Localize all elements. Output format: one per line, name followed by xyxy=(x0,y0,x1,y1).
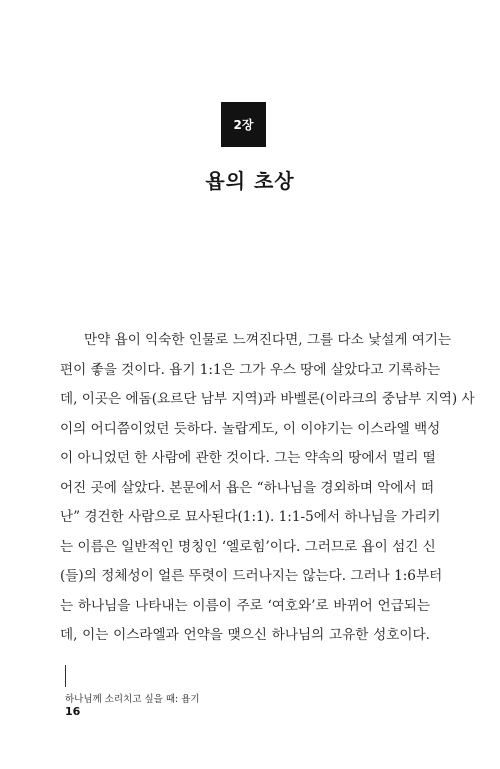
body-line: 는 하나님을 나타내는 이름이 주로 ‘여호와’로 바뀌어 언급되는 xyxy=(60,597,430,614)
body-line: 어진 곳에 살았다. 본문에서 욥은 “하나님을 경외하며 악에서 떠 xyxy=(60,479,435,496)
body-line: 편이 좋을 것이다. 욥기 1:1은 그가 우스 땅에 살았다고 기록하는 xyxy=(60,361,441,378)
chapter-number: 2장 xyxy=(233,118,254,132)
body-paragraph xyxy=(60,330,475,655)
body-line: 데, 이곳은 에돔(요르단 남부 지역)과 바벨론(이라크의 중남부 지역) 사 xyxy=(60,391,475,407)
body-line: 이의 어디쯤이었던 듯하다. 놀랍게도, 이 이야기는 이스라엘 백성 xyxy=(60,420,441,437)
body-line: (들)의 정체성이 얼른 뚜렷이 드러나지는 않는다. 그러나 1:6부터 xyxy=(60,568,443,584)
chapter-number-badge xyxy=(221,102,266,147)
chapter-title: 욥의 초상 xyxy=(205,169,295,193)
running-footer-book-title: 하나님께 소리치고 싶을 때: 욥기 xyxy=(65,694,200,705)
body-line: 만약 욥이 익숙한 인물로 느껴진다면, 그를 다소 낯설게 여기는 xyxy=(84,332,452,348)
page-number: 16 xyxy=(65,705,81,718)
body-line: 난” 경건한 사람으로 묘사된다(1:1). 1:1-5에서 하나님을 가리키 xyxy=(60,509,441,525)
footer-divider xyxy=(65,665,66,687)
body-line: 는 이름은 일반적인 명칭인 ‘엘로힘’이다. 그러므로 욥이 섬긴 신 xyxy=(60,538,436,555)
body-line: 데, 이는 이스라엘과 언약을 맺으신 하나님의 고유한 성호이다. xyxy=(60,627,430,643)
body-line: 이 아니었던 한 사람에 관한 것이다. 그는 약속의 땅에서 멀리 떨 xyxy=(60,450,436,466)
